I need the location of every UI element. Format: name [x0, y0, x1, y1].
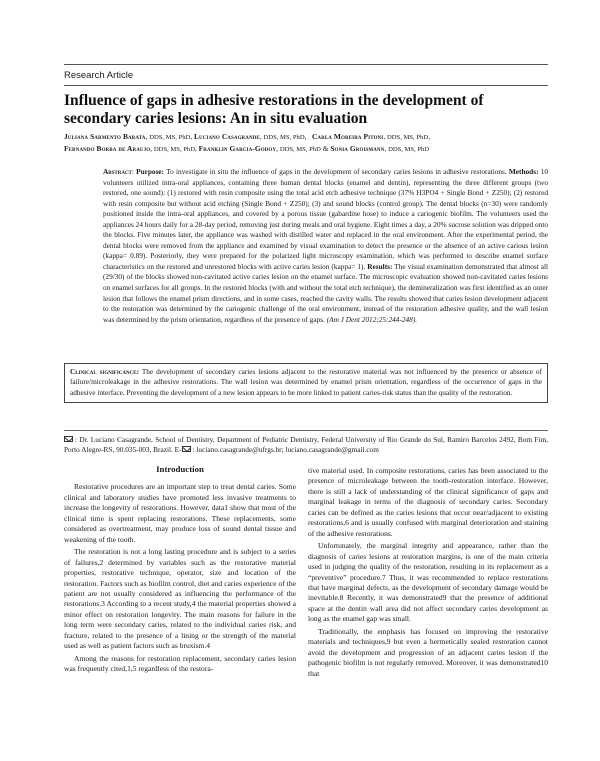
header-rule [64, 64, 548, 65]
abstract-citation: (Am J Dent 2012;25:244-248). [326, 314, 418, 324]
abstract: Abstract: Purpose: To investigate in situ the influence of gaps in the development of secondary caries lesions in adhesive restorations. Methods: 10 volunteers utilized intra-oral appliances, containing three human dental blocks (enamel and dentin), representing the three different groups (two restored, one sound): (1) restored with resin composite using the total acid etch adhesive technique (37% H3PO4 + Single Bond + Z250); (2) restored with resin composite but without acid etching (Single Bond + Z250); (3) and sound blocks (control group). The dental blocks (n=30) were randomly positioned inside the intra-oral appliances, and covered by a porous tissue (gabardine hose) to induce a cariogenic biofilm. The volunteers used the appliances 24 hours daily for a 28-day period, removing just during meals and oral hygiene. Eight times a day, a 20% sucrose solution was dripped onto the blocks. Five minutes later, the appliance was washed with distilled water and replaced in the oral environment. After the experimental period, the dental blocks were removed from the appliance and examined by visual examination to detect the presence or the absence of an active carious lesion (kappa= 0.89). Posteriorly, they were prepared for the polarized light microscopy examination, which was performed to describe enamel surface characteristics on the restored and unrestored blocks with active caries lesion (kappa= 1). Results: The visual examination demonstrated that almost all (29/30) of the blocks showed non-cavitated active caries lesion on the enamel surface. The microscopic evaluation showed non-cavitated caries lesions on enamel surfaces for all groups. In the restored blocks (with and without the total etch technique), the demineralization was first identified as an outer lesion that follows the enamel prism directions, and in some cases, reached the cavity walls. The results showed that caries lesion development adjacent to the restoration was determined by the cariogenic challenge of the oral environment, instead of the restoration adhesive quality, and the wall lesion was determined by the prism orientation, regardless of the presence of gaps. (Am J Dent 2012;25:244-248). [103, 167, 549, 324]
envelope-icon [64, 436, 73, 442]
body-paragraph: The restoration is not a long lasting procedure and is subject to a series of failures,2 determined by variables such as the restorative material properties, restorative technique, operator, size and location of the restoration. Factors such as biofilm control, diet and caries experience of the patient are not usually considered as influencing the performance of the restorations.3 According to a recent study,4 the material properties showed a minor effect on restoration longevity. The main reasons for failure in the long term were secondary caries, related to the individual caries risk, and fracture, related to the presence of a lining or the strength of the material used as well as patient factors such as bruxism.4 [64, 547, 296, 651]
author-list: Juliana Sarmento Barata, DDS, MS, PhD, Luciano Casagrande, DDS, MS, PhD, Carla Moreira Pitoni, DDS, MS, PhD, Fernando Borba de Araujo, DDS, MS, PhD, Franklin Garcia-Godoy, DDS, MS, PhD & Sonia Groismann, DDS, MS, PhD [64, 132, 430, 153]
body-paragraph: Restorative procedures are an important step to treat dental caries. Some clinical and laboratory studies have promoted less invasive treatments to increase the longevity of restorations. However, data1 show that most of the clinical time is spent replacing restorations. These replacements, some considered as overtreatment, may produce loss of sound dental tissue and weakening of the tooth. [64, 482, 296, 544]
correspondence [64, 430, 548, 456]
purpose-label: Purpose: [136, 167, 165, 176]
author-credentials: DDS, MS, PhD [279, 146, 321, 153]
author-credentials: DDS, MS, PhD [387, 134, 429, 141]
correspondence-text: : Dr. Luciano Casagrande, School of Dentistry, Department of Pediatric Dentistry, Federal University of Rio Grande do Sul, Ramiro Barcelos 2492, Bom Fim, Porto Alegre-RS, 90.035-003, Brazil. E- [64, 435, 548, 455]
body-paragraph: Unfortunately, the marginal integrity and appearance, rather than the diagnosis of caries lesions at restoration margins, is one of the main criteria used in judging the quality of the restoration, resulting in its replacement as a “preventive” procedure.7 Thus, it was recommended to replace restorations that have marginal defects, as the development of secondary damage would be inevitable.8 Recently, it was demonstrated9 that the presence of additional space at the dentin wall area did not affect secondary caries development as long as the enamel gap was small. [308, 541, 548, 624]
abstract-label: Abstract [103, 167, 132, 176]
author-name: Franklin Garcia-Godoy [198, 144, 277, 153]
right-column [308, 466, 548, 681]
author-name: Juliana Sarmento Barata [64, 132, 146, 141]
author-credentials: DDS, MS, PhD [388, 146, 430, 153]
article-title: Influence of gaps in adhesive restorations in the development of secondary caries lesions: An in situ evaluation [64, 92, 484, 127]
abstract-results: The visual examination demonstrated that almost all (29/30) of the blocks showed non-cavitated active caries lesion on the enamel surface. The microscopic evaluation showed non-cavitated caries lesions on enamel surfaces for all groups. In the restored blocks (with and without the total etch technique), the demineralization was first identified as an outer lesion that follows the enamel prism directions, and in some cases, reached the cavity walls. The results showed that caries lesion development adjacent to the restoration was determined by the cariogenic challenge of the oral environment, instead of the restoration adhesive quality, and the wall lesion was determined by the prism orientation, regardless of the presence of gaps. [103, 261, 549, 324]
body-paragraph: Traditionally, the emphasis has focused on improving the restorative materials and techniques,9 but even a hermetically sealed restoration cannot avoid the development and progression of an adjacent caries lesion if the pathogenic biofilm is not regularly removed. Moreover, it was demonstrated10 that [308, 626, 548, 678]
envelope-icon [182, 446, 191, 452]
author-name: Fernando Borba de Araujo [64, 144, 151, 153]
clinical-significance-label: Clinical significance: [70, 367, 139, 376]
author-name: Carla Moreira Pitoni [311, 132, 384, 141]
clinical-significance-text: The development of secondary caries lesions adjacent to the restorative material was not influenced by the presence or absence of failure/microleakage in the adhesive restorations. The wall lesion was determined by enamel prism orientation, regardless of the occurrence of gaps in the adhesive interface. Preventing the development of a new lesion appears to be more linked to patient caries-risk status than the quality of the restoration. [70, 367, 542, 397]
author-name: Luciano Casagrande [193, 132, 260, 141]
results-label: Results: [367, 261, 393, 271]
author-name: Sonia Groismann [330, 144, 385, 153]
author-credentials: DDS, MS, PhD [153, 146, 195, 153]
body-paragraph: tive material used. In composite restorations, caries has been associated to the presence of microleakage between the tooth-restoration interface. However, there is still a lack of understanding of the clinical significance of gaps and marginal leakage in terms of the diagnosis of secondary caries. Secondary caries can be defined as the caries lesions that occur near/adjacent to existing restorations,6 and is usually confused with marginal deterioration and staining of the adhesive restorations. [308, 466, 548, 538]
correspondence-email: : luciano.casagrande@ufrgs.br; luciano.casagrande@gmail.com [192, 445, 379, 455]
author-credentials: DDS, MS, PhD [149, 134, 191, 141]
left-column [64, 464, 296, 677]
author-credentials: DDS, MS, PhD [263, 134, 305, 141]
abstract-purpose: To investigate in situ the influence of gaps in the development of secondary caries lesions in adhesive restorations. [166, 167, 507, 176]
section-heading: Introduction [156, 464, 204, 474]
abstract-methods: 10 volunteers utilized intra-oral appliances, containing three human dental blocks (enamel and dentin), representing the three different groups (two restored, one sound): (1) restored with resin composite using the total acid etch adhesive technique (37% H3PO4 + Single Bond + Z250); (2) restored with resin composite but without acid etching (Single Bond + Z250); (3) and sound blocks (control group). The dental blocks (n=30) were randomly positioned inside the intra-oral appliances, and covered by a porous tissue (gabardine hose) to induce a cariogenic biofilm. The volunteers used the appliances 24 hours daily for a 28-day period, removing just during meals and oral hygiene. Eight times a day, a 20% sucrose solution was dripped onto the blocks. Five minutes later, the appliance was washed with distilled water and replaced in the oral environment. After the experimental period, the dental blocks were removed from the appliance and examined by visual examination to detect the presence or the absence of an active carious lesion (kappa= 0.89). Posteriorly, they were prepared for the polarized light microscopy examination, which was performed to describe enamel surface characteristics on the restored and unrestored blocks with active caries lesion (kappa= 1). [103, 167, 548, 271]
section-label: Research Article [64, 70, 134, 81]
body-paragraph: Among the reasons for restoration replacement, secondary caries lesion was frequently cited,1,5 regardless of the restora- [64, 653, 296, 674]
header-rule-bottom [64, 85, 548, 86]
clinical-significance-box [64, 363, 548, 403]
methods-label: Methods: [508, 167, 539, 176]
